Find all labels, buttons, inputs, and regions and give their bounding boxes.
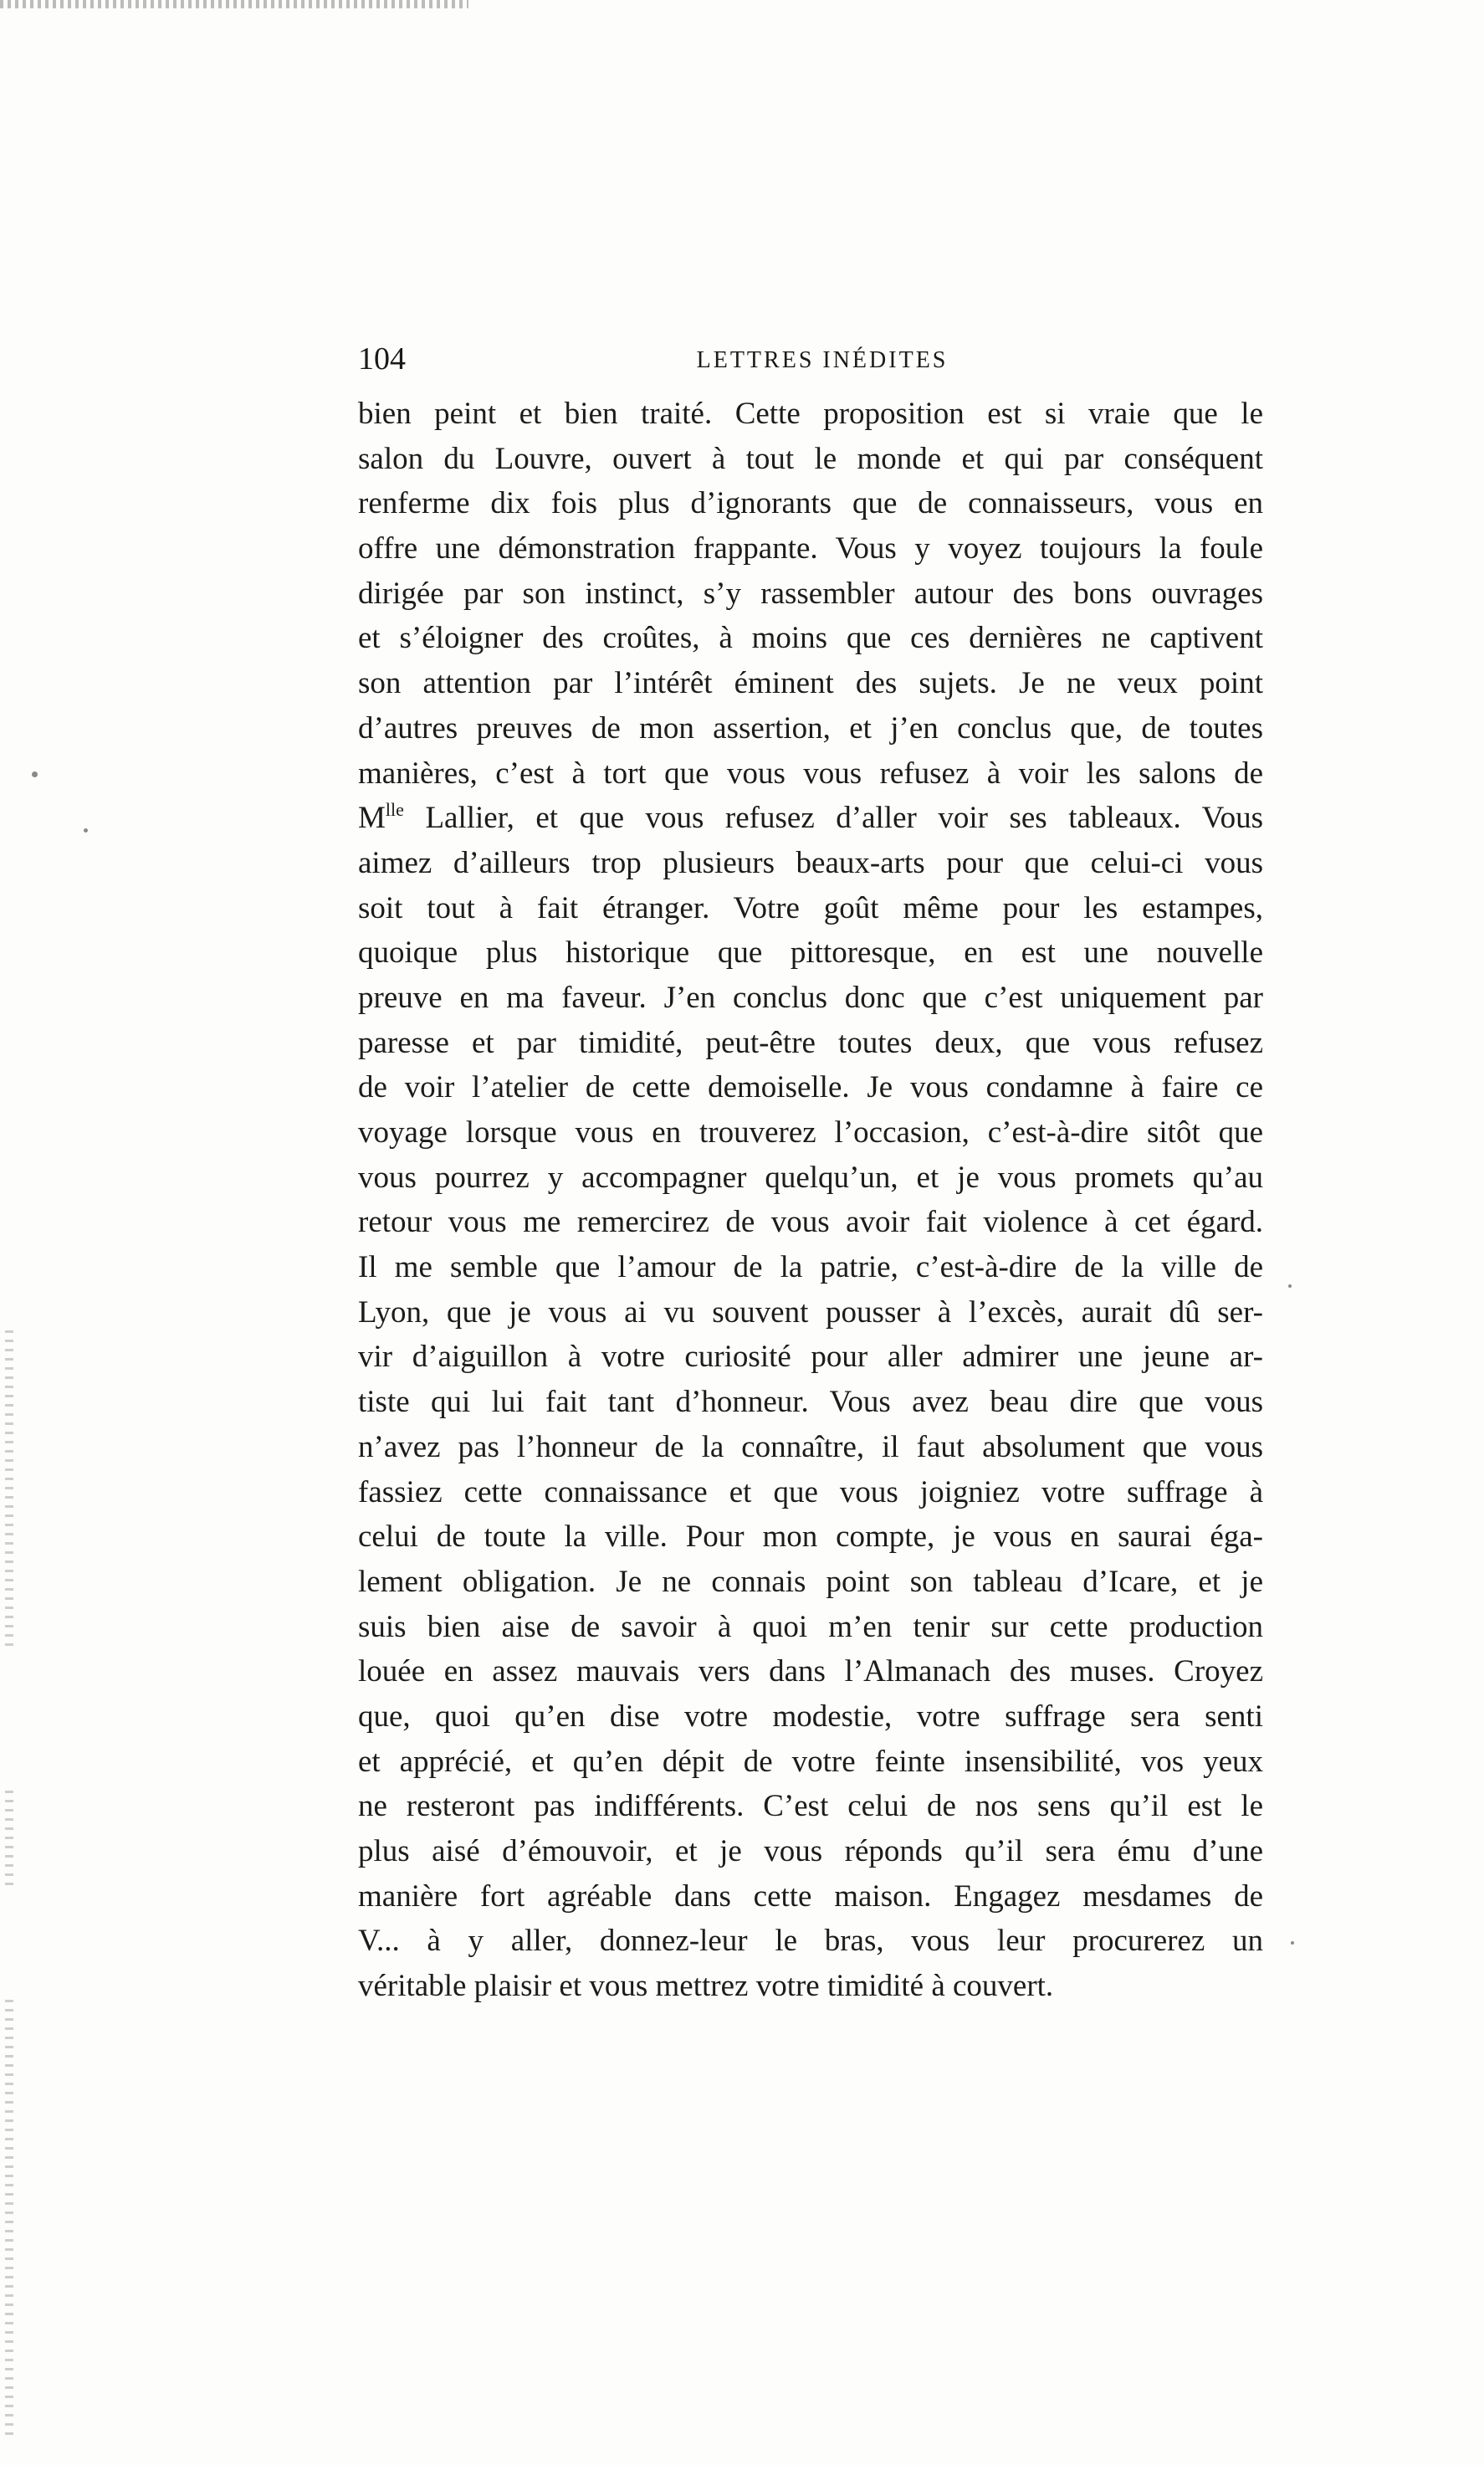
scan-margin-noise [5,1791,13,1891]
scan-speck [84,828,88,833]
text-line: aimez d’ailleurs trop plusieurs beaux-arts pour que celui-ci vous [358,845,1263,880]
text-line: et s’éloigner des croûtes, à moins que ces dernières ne captivent [358,621,1263,656]
text-line: lement obligation. Je ne connais point son tableau d’Icare, et je [358,1564,1263,1599]
text-line: manières, c’est à tort que vous vous refusez à voir les salons de [358,756,1263,791]
text-line: offre une démonstration frappante. Vous y voyez toujours la foule [358,531,1263,566]
text-line: dirigée par son instinct, s’y rassembler autour des bons ouvrages [358,576,1263,611]
running-title: LETTRES INÉDITES [696,347,949,373]
text-line: n’avez pas l’honneur de la connaître, il faut absolument que vous [358,1429,1263,1464]
text-line: son attention par l’intérêt éminent des sujets. Je ne veux point [358,666,1263,701]
text-line: d’autres preuves de mon assertion, et j’en conclus que, de toutes [358,710,1263,746]
text-line: preuve en ma faveur. J’en conclus donc que c’est uniquement par [358,980,1263,1015]
text-line-mlle: $M^{lle}$ Lallier, et que vous refusez d’aller voir ses tableaux. Vous [358,799,1263,836]
text-line: de voir l’atelier de cette demoiselle. Je vous condamne à faire ce [358,1070,1263,1105]
scan-speck [1288,1284,1292,1288]
text-line: plus aisé d’émouvoir, et je vous réponds qu’il sera ému d’une [358,1834,1263,1868]
scan-speck [32,771,38,777]
text-line: salon du Louvre, ouvert à tout le monde et qui par conséquent [358,441,1263,476]
scan-speck [1291,1941,1294,1945]
text-line: V... à y aller, donnez-leur le bras, vous leur procurerez un [358,1924,1263,1959]
body-text [358,392,1263,2009]
scan-margin-noise [5,2000,13,2435]
text-line: paresse et par timidité, peut-être toutes deux, que vous refusez [358,1025,1263,1060]
text-line: manière fort agréable dans cette maison. Engagez mesdames de [358,1878,1263,1914]
page-number: 104 [358,341,406,377]
text-line: soit tout à fait étranger. Votre goût même pour les estampes, [358,890,1263,925]
text-line: Il me semble que l’amour de la patrie, c’est-à-dire de la ville de [358,1250,1263,1285]
text-line: bien peint et bien traité. Cette proposition est si vraie que le [358,397,1263,431]
text-line: vous pourrez y accompagner quelqu’un, et je vous promets qu’au [358,1160,1263,1195]
text-line: vir d’aiguillon à votre curiosité pour aller admirer une jeune ar- [358,1340,1263,1375]
text-line: ne resteront pas indifférents. C’est celui de nos sens qu’il est le [358,1789,1263,1824]
text-line: quoique plus historique que pittoresque, en est une nouvelle [358,935,1263,971]
text-line: suis bien aise de savoir à quoi m’en tenir sur cette production [358,1609,1263,1644]
text-line: louée en assez mauvais vers dans l’Almanach des muses. Croyez [358,1654,1263,1689]
text-line: voyage lorsque vous en trouverez l’occasion, c’est-à-dire sitôt que [358,1115,1263,1150]
text-line: tiste qui lui fait tant d’honneur. Vous avez beau dire que vous [358,1385,1263,1420]
text-line: retour vous me remercirez de vous avoir fait violence à cet égard. [358,1205,1263,1240]
text-line: et apprécié, et qu’en dépit de votre feinte insensibilité, vos yeux [358,1744,1263,1779]
page-header [358,339,1287,379]
text-line: fassiez cette connaissance et que vous joigniez votre suffrage à [358,1474,1263,1509]
text-line: celui de toute la ville. Pour mon compte, je vous en saurai éga- [358,1519,1263,1555]
mlle-abbreviation: $M^{lle}$ [358,799,404,836]
text-line-last: véritable plaisir et vous mettrez votre timidité à couvert. [358,1969,1054,2004]
scan-edge-noise [0,0,468,8]
text-line: renferme dix fois plus d’ignorants que de connaisseurs, vous en [358,486,1263,521]
text-line: Lyon, que je vous ai vu souvent pousser à l’excès, aurait dû ser- [358,1294,1263,1330]
scan-margin-noise [5,1330,13,1648]
text-line: que, quoi qu’en dise votre modestie, votre suffrage sera senti [358,1699,1263,1734]
